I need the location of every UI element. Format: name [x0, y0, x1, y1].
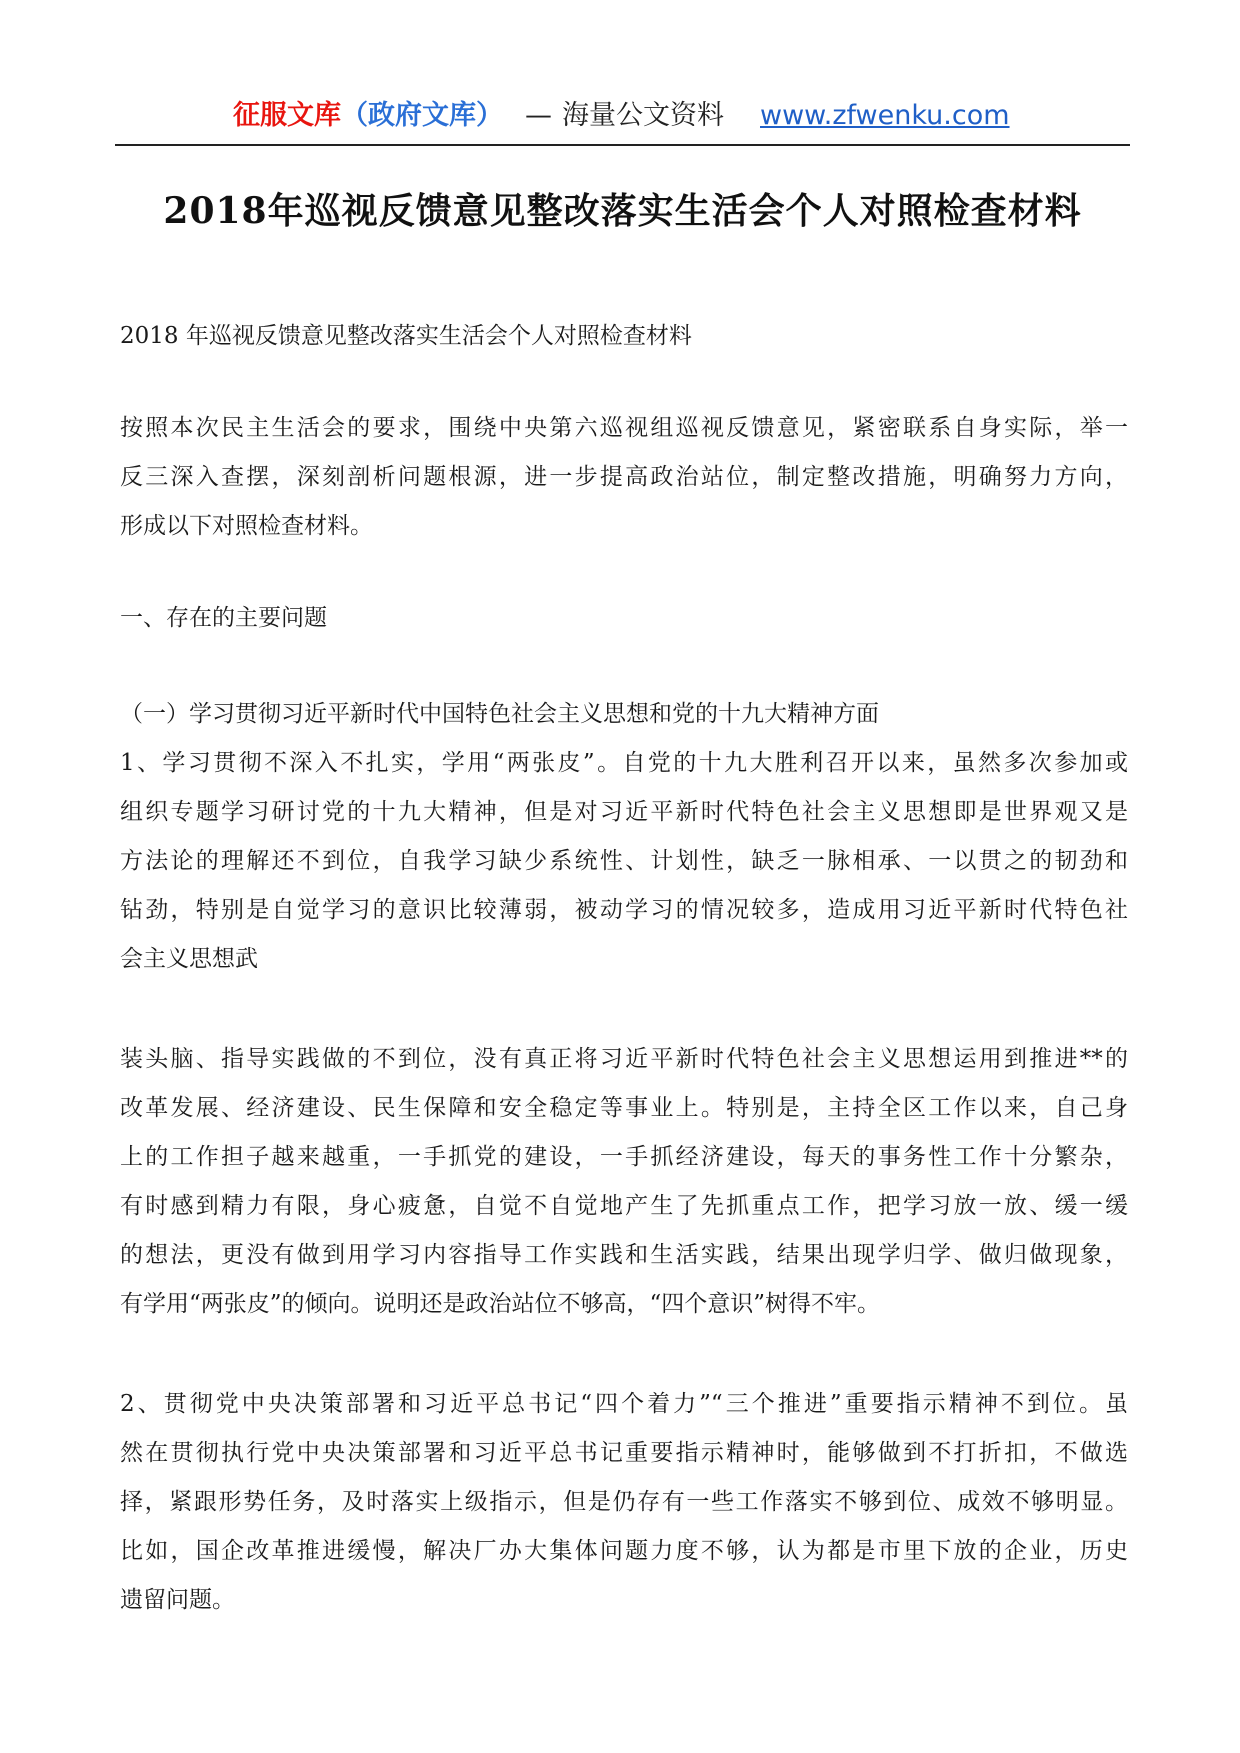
- section-heading: [120, 594, 1128, 643]
- paragraph-line: 然在贯彻执行党中央决策部署和习近平总书记重要指示精神时，能够做到不打折扣，不做选: [120, 1440, 1128, 1466]
- brand-secondary: （政府文库）: [341, 100, 503, 131]
- item1-block: [120, 690, 1128, 984]
- subsection-heading: （一）学习贯彻习近平新时代中国特色社会主义思想和党的十九大精神方面: [120, 701, 879, 727]
- site-link[interactable]: www.zfwenku.com: [760, 100, 1010, 131]
- document-subtitle: [120, 312, 1128, 361]
- item2-block: [120, 1380, 1128, 1625]
- paragraph-line: 比如，国企改革推进缓慢，解决厂办大集体问题力度不够，认为都是市里下放的企业，历史: [120, 1538, 1128, 1564]
- header-separator: —: [525, 100, 552, 131]
- paragraph-line: 形成以下对照检查材料。: [120, 513, 373, 539]
- item1-continuation: [120, 1035, 1128, 1329]
- paragraph-line: 会主义思想武: [120, 946, 258, 972]
- paragraph-line: 组织专题学习研讨党的十九大精神，但是对习近平新时代特色社会主义思想即是世界观又是: [120, 799, 1128, 825]
- paragraph-line: 反三深入查摆，深刻剖析问题根源，进一步提高政治站位，制定整改措施，明确努力方向，: [120, 464, 1128, 490]
- paragraph-line: 钻劲，特别是自觉学习的意识比较薄弱，被动学习的情况较多，造成用习近平新时代特色社: [120, 897, 1128, 923]
- document-title: 2018年巡视反馈意见整改落实生活会个人对照检查材料: [163, 190, 1082, 232]
- paragraph-line: 择，紧跟形势任务，及时落实上级指示，但是仍存有一些工作落实不够到位、成效不够明显。: [120, 1489, 1128, 1515]
- paragraph-line: 有学用“两张皮”的倾向。说明还是政治站位不够高，“四个意识”树得不牢。: [120, 1291, 881, 1317]
- header-tagline: 海量公文资料: [562, 100, 724, 131]
- paragraph-line: 遗留问题。: [120, 1587, 235, 1613]
- paragraph-line: 1、学习贯彻不深入不扎实，学用“两张皮”。自党的十九大胜利召开以来，虽然多次参加或: [120, 750, 1128, 776]
- intro-paragraph: [120, 404, 1128, 551]
- paragraph-line: 按照本次民主生活会的要求，围绕中央第六巡视组巡视反馈意见，紧密联系自身实际，举一: [120, 415, 1128, 441]
- header-banner: [233, 98, 1010, 134]
- section-heading-text: 一、存在的主要问题: [120, 605, 327, 631]
- paragraph-line: 的想法，更没有做到用学习内容指导工作实践和生活实践，结果出现学归学、做归做现象，: [120, 1242, 1128, 1268]
- paragraph-line: 方法论的理解还不到位，自我学习缺少系统性、计划性，缺乏一脉相承、一以贯之的韧劲和: [120, 848, 1128, 874]
- brand-primary: 征服文库: [233, 100, 341, 131]
- page-header: [115, 92, 1130, 146]
- paragraph-line: 改革发展、经济建设、民生保障和安全稳定等事业上。特别是，主持全区工作以来，自己身: [120, 1095, 1128, 1121]
- paragraph-line: 装头脑、指导实践做的不到位，没有真正将习近平新时代特色社会主义思想运用到推进**的: [120, 1046, 1128, 1072]
- paragraph-line: 上的工作担子越来越重，一手抓党的建设，一手抓经济建设，每天的事务性工作十分繁杂，: [120, 1144, 1128, 1170]
- paragraph-line: 2、贯彻党中央决策部署和习近平总书记“四个着力”“三个推进”重要指示精神不到位。虽: [120, 1391, 1128, 1417]
- paragraph-line: 有时感到精力有限，身心疲惫，自觉不自觉地产生了先抓重点工作，把学习放一放、缓一缓: [120, 1193, 1128, 1219]
- subtitle-line: 2018 年巡视反馈意见整改落实生活会个人对照检查材料: [120, 323, 692, 349]
